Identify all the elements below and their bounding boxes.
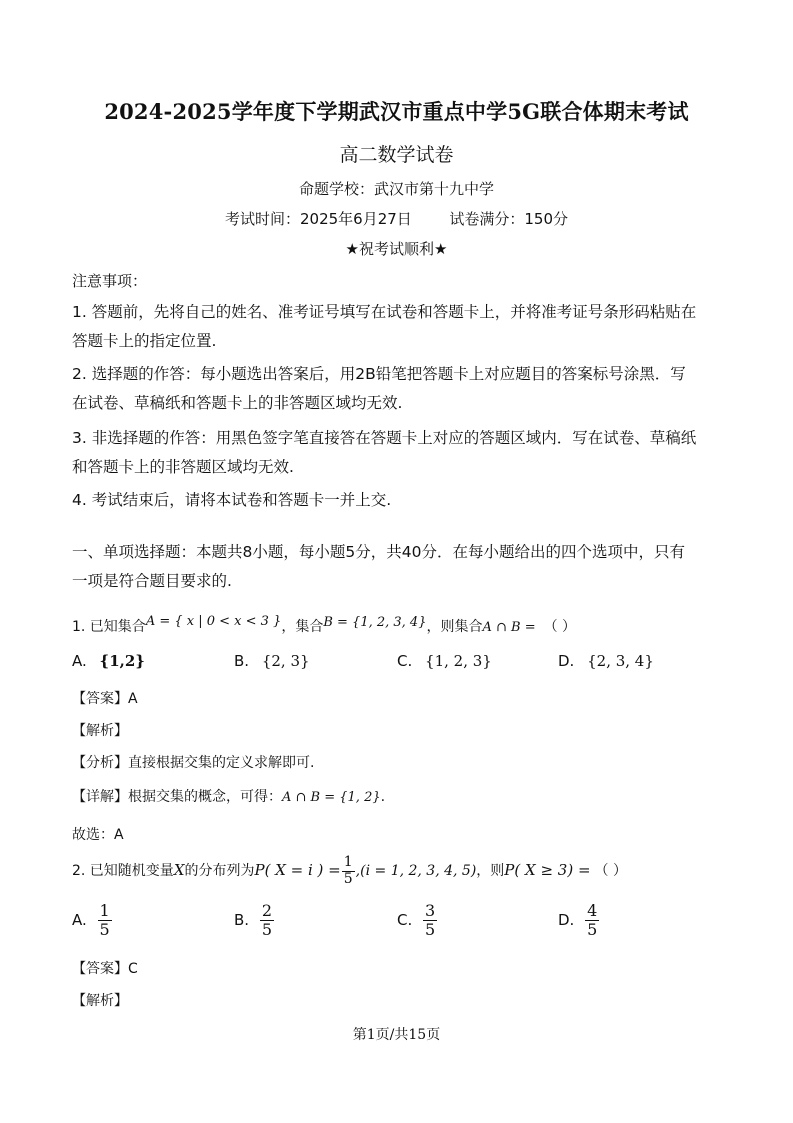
note-line-4: 在试卷、草稿纸和答题卡上的非答题区域均无效. [72,394,403,412]
q1-option-c: C. {1, 2, 3} [397,652,492,670]
q2-analysis-label: 【解析】 [72,993,128,1009]
q1-option-a: A. {1,2} [72,652,145,670]
q2-then: ，则 [476,863,505,879]
exam-time: 考试时间：2025年6月27日 [224,210,412,228]
q1-option-b: B. {2, 3} [234,652,310,670]
school-line: 命题学校：武汉市第十九中学 [298,180,494,198]
q1-xiangjie: 【详解】根据交集的概念，可得：A ∩ B = {1, 2}. [72,789,386,805]
q1-set-b: B = {1, 2, 3, 4} [323,615,427,630]
q1-prefix: 1. 已知集合 [72,619,146,635]
exam-subtitle: 高二数学试卷 [339,144,454,166]
q2-option-a: A. $\frac{1}{5}$ [72,901,110,939]
q1-choose: 故选：A [72,827,124,843]
q2-prefix: 2. 已知随机变量 [72,863,174,879]
q1-analysis-label: 【解析】 [72,723,128,739]
blessing: ★祝考试顺利★ [345,240,448,258]
q1-expr: A ∩ B = [482,620,536,635]
q2-option-b: B. $\frac{2}{5}$ [234,901,273,939]
q2-var: X [173,861,185,879]
exam-title: 2024-2025学年度下学期武汉市重点中学5G联合体期末考试 [104,99,689,124]
q2-option-d: D. $\frac{4}{5}$ [558,901,598,939]
section1-line-1: 一、单项选择题：本题共8小题，每小题5分，共40分．在每小题给出的四个选项中，只有 [72,543,685,561]
q1-answer: 【答案】A [72,691,138,707]
q2-mid: 的分布列为 [184,863,255,879]
q1-paren: （ ） [543,619,577,635]
section1-line-2: 一项是符合题目要求的. [72,572,232,590]
page-footer: 第1页/共15页 [352,1027,441,1043]
note-line-7: 4. 考试结束后，请将本试卷和答题卡一并上交. [72,491,392,509]
q1-fenxi: 【分析】直接根据交集的定义求解即可. [72,755,315,771]
exam-info-line [0,208,793,229]
q1-suffix: ，则集合 [426,619,483,635]
q2-fraction: $\frac{1}{5}$ [343,854,353,887]
note-line-2: 答题卡上的指定位置. [72,332,217,350]
q2-p-expr: P( X = i ) = [254,861,341,879]
q2-stem [72,850,627,891]
q2-paren: （ ） [594,863,627,879]
q1-xiangjie-expr: A ∩ B = {1, 2} [282,790,381,805]
note-line-5: 3. 非选择题的作答：用黑色签字笔直接答在答题卡上对应的答题区域内．写在试卷、草稿纸 [72,429,697,447]
q2-answer: 【答案】C [72,961,138,977]
notes-heading: 注意事项： [72,272,148,290]
full-score: 试卷满分：150分 [449,210,568,228]
note-line-3: 2. 选择题的作答：每小题选出答案后，用2B铅笔把答题卡上对应题目的答案标号涂黑．写 [72,365,686,383]
note-line-1: 1. 答题前，先将自己的姓名、准考证号填写在试卷和答题卡上，并将准考证号条形码粘贴在 [72,303,697,321]
q2-q-expr: P( X ≥ 3) = [504,861,591,879]
q1-stem [72,616,576,636]
q1-option-d: D. {2, 3, 4} [558,652,654,670]
q2-range: ,(i = 1, 2, 3, 4, 5) [355,863,477,879]
note-line-6: 和答题卡上的非答题区域均无效. [72,458,294,476]
q1-set-a: A = { x | 0 < x < 3 } [145,614,282,629]
q1-mid: ，集合 [281,619,324,635]
q2-option-c: C. $\frac{3}{5}$ [397,901,436,939]
